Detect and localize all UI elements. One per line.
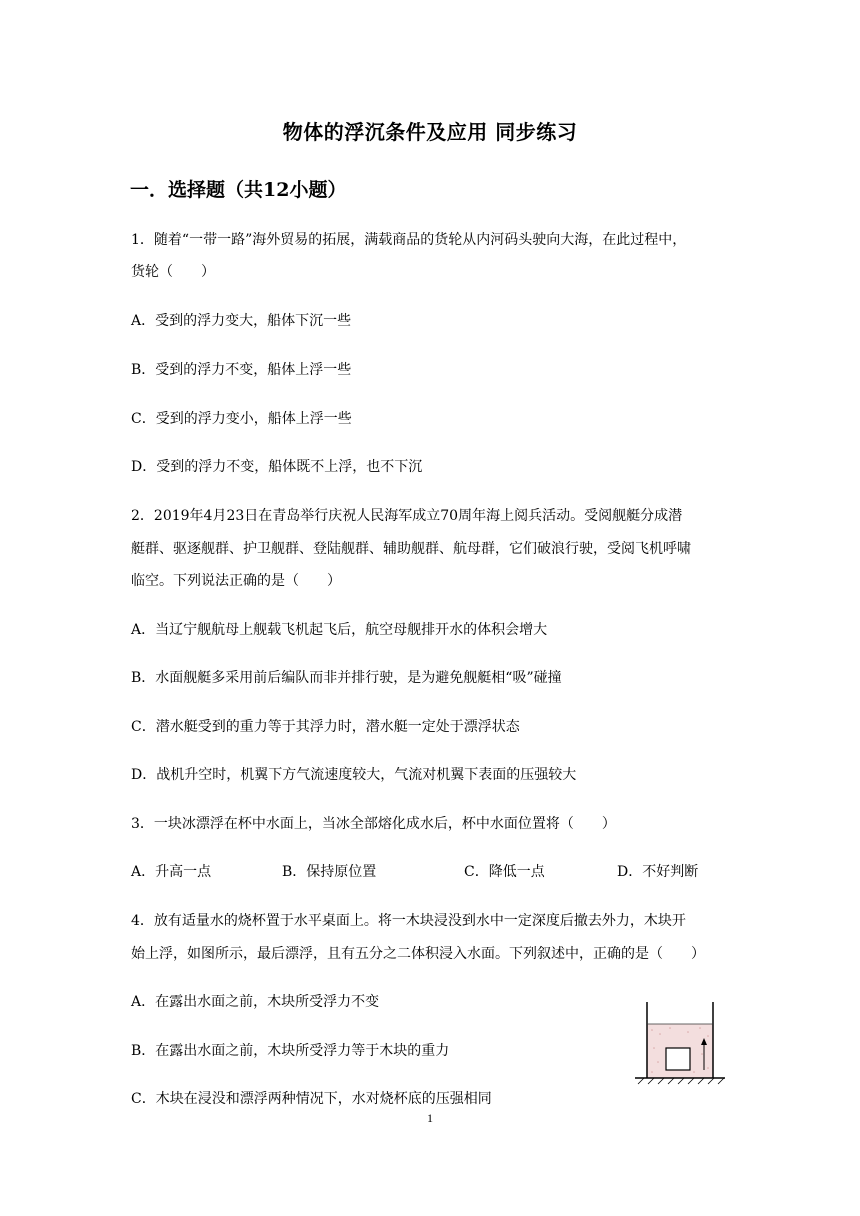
question-1-option-d: D．受到的浮力不变，船体既不上浮，也不下沉 [131, 459, 423, 475]
question-2-option-d: D．战机升空时，机翼下方气流速度较大，气流对机翼下表面的压强较大 [131, 767, 577, 783]
question-4-option-a: A．在露出水面之前，木块所受浮力不变 [131, 994, 380, 1010]
page-title: 物体的浮沉条件及应用 同步练习 [282, 120, 578, 144]
question-3-option-a: A．升高一点 [131, 864, 212, 880]
question-3-option-b: B．保持原位置 [282, 864, 377, 880]
beaker-with-wood-block-icon [630, 998, 730, 1088]
question-2-option-c: C．潜水艇受到的重力等于其浮力时，潜水艇一定处于漂浮状态 [131, 719, 520, 735]
question-3-option-d: D．不好判断 [617, 864, 699, 880]
page-number: 1 [427, 1111, 433, 1125]
question-4-option-b: B．在露出水面之前，木块所受浮力等于木块的重力 [131, 1043, 450, 1059]
question-3-option-c: C．降低一点 [464, 864, 545, 880]
question-3-stem: 3．一块冰漂浮在杯中水面上，当冰全部熔化成水后，杯中水面位置将（ ） [131, 816, 616, 832]
question-2-option-a: A．当辽宁舰航母上舰载飞机起飞后，航空母舰排开水的体积会增大 [131, 622, 548, 638]
question-1-option-c: C．受到的浮力变小，船体上浮一些 [131, 411, 352, 427]
question-1-stem-line-2: 货轮（ ） [131, 264, 215, 280]
question-1-stem-line-1: 1．随着“一带一路”海外贸易的拓展，满载商品的货轮从内河码头驶向大海，在此过程中， [131, 232, 687, 248]
section-heading: 一．选择题（共12小题） [130, 179, 347, 201]
question-2-stem-line-3: 临空。下列说法正确的是（ ） [131, 573, 341, 589]
question-2-stem-line-2: 艇群、驱逐舰群、护卫舰群、登陆舰群、辅助舰群、航母群，它们破浪行驶，受阅飞机呼啸 [131, 541, 691, 557]
question-4-option-c: C．木块在浸没和漂浮两种情况下，水对烧杯底的压强相同 [131, 1091, 492, 1107]
question-1-option-b: B．受到的浮力不变，船体上浮一些 [131, 362, 352, 378]
question-1-option-a: A．受到的浮力变大，船体下沉一些 [131, 313, 352, 329]
question-2-stem-line-1: 2．2019年4月23日在青岛举行庆祝人民海军成立70周年海上阅兵活动。受阅舰艇分成潜 [131, 508, 683, 524]
question-2-option-b: B．水面舰艇多采用前后编队而非并排行驶，是为避免舰艇相“吸”碰撞 [131, 670, 562, 686]
question-4-stem-line-1: 4．放有适量水的烧杯置于水平桌面上。将一木块浸没到水中一定深度后撤去外力，木块开 [131, 913, 686, 929]
question-4-stem-line-2: 始上浮，如图所示，最后漂浮，且有五分之二体积浸入水面。下列叙述中，正确的是（ ） [131, 946, 705, 962]
